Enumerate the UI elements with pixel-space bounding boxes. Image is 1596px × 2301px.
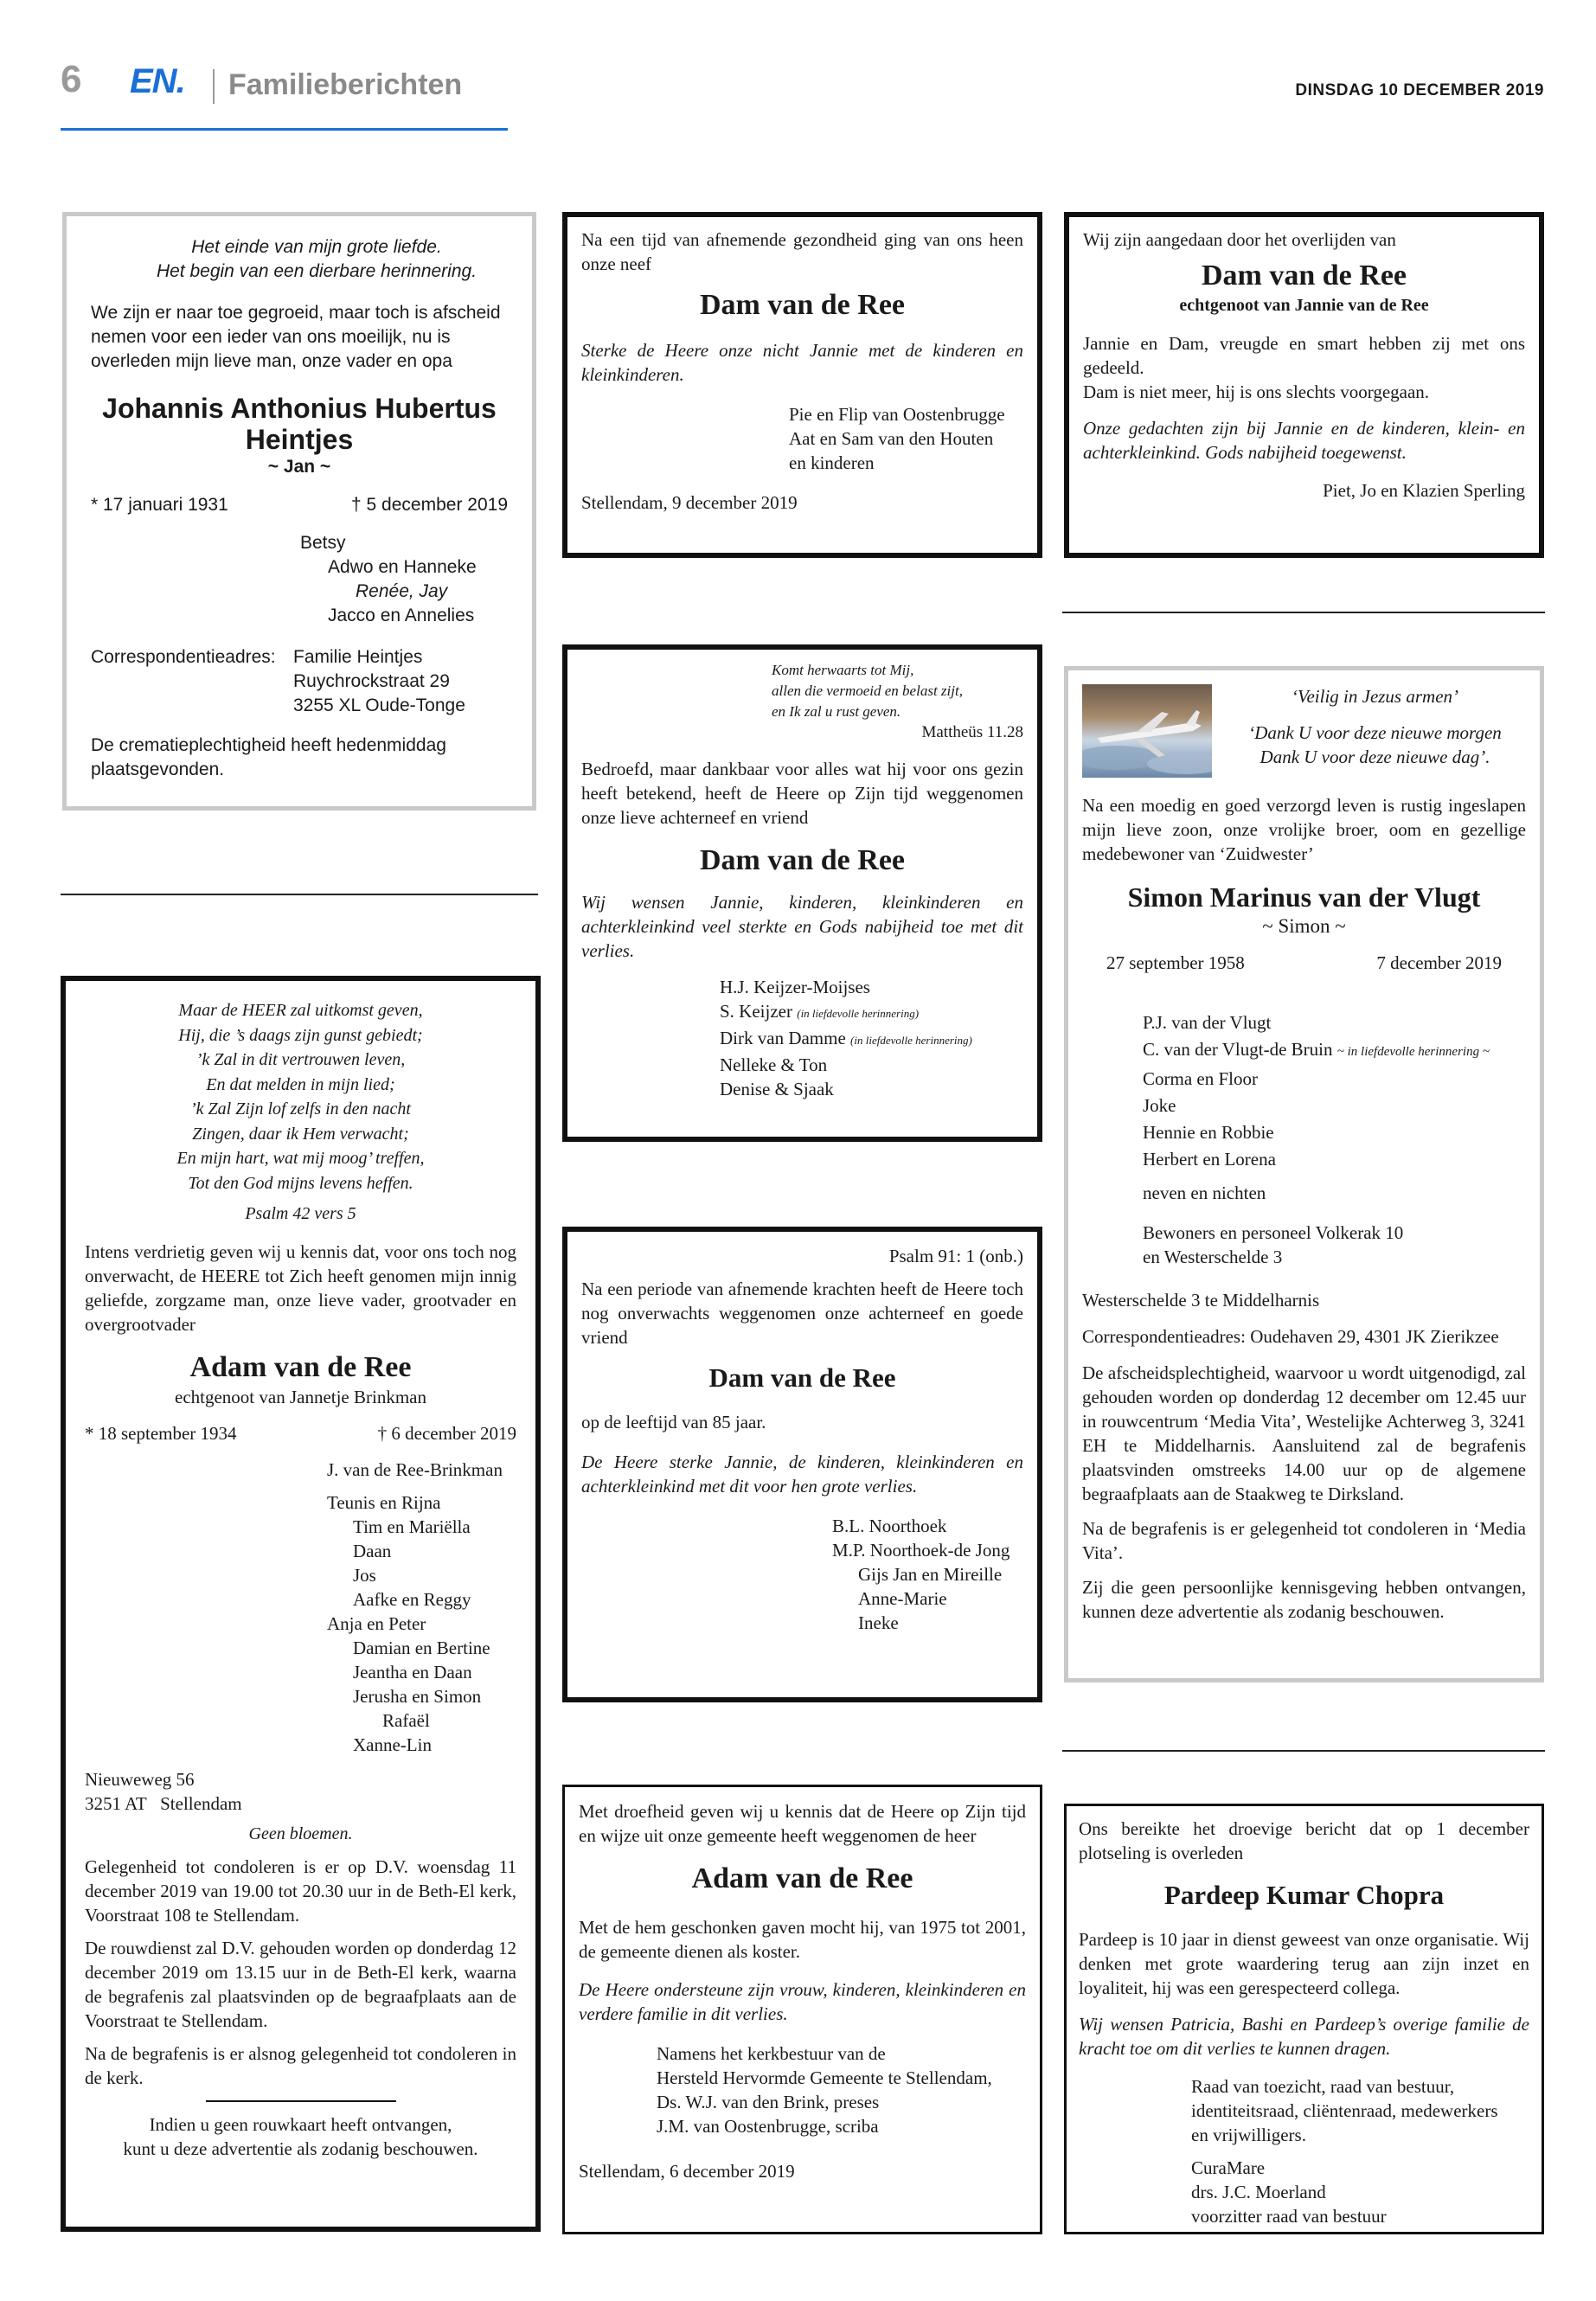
verse-line: en Ik zal u rust geven. [772,703,901,720]
wish-text: De Heere ondersteune zijn vrouw, kinderen, kleinkinderen en verdere familie in dit verlies. [579,1979,1026,2024]
notice-heintjes [62,212,536,811]
death-date: 7 december 2019 [1376,952,1502,973]
notice-dam-noorthoek [562,1227,1042,1702]
deceased-name: Dam van de Ree [708,1362,896,1393]
closing-line: Indien u geen rouwkaart heeft ontvangen, [149,2114,452,2135]
address-line: Nieuweweg 56 [85,1769,195,1790]
verse-line: allen die vermoeid en belast zijt, [772,683,963,699]
after-burial-text: Na de begrafenis is er alsnog gelegenheid tot condoleren in de kerk. [85,2043,516,2088]
poem-line: ’k Zal in dit vertrouwen leven, [195,1050,406,1069]
column-divider [61,894,538,895]
signer-name: Dirk van Damme [720,1028,846,1048]
family-member: Damian en Bertine [353,1638,490,1658]
header-row [1082,684,1526,778]
signer: Namens het kerkbestuur van de [657,2043,886,2064]
airplane-photo-icon [1082,684,1212,778]
dates [1082,951,1526,975]
motto-line: Het einde van mijn grote liefde. [191,237,442,257]
ceremony-text: De afscheidsplechtigheid, waarvoor u wordt uitgenodigd, zal gehouden worden op donderdag 12 december om 12.45 uur in rouwcentrum ‘Media Vita’, Westelijke Achterweg 3, 3241 EH te Middelharnis. Aansluitend zal de begrafenis plaatsvinden omstreeks 14.00 uur op de algemene begraafplaats aan de Staakweg te Dirksland. [1082,1362,1526,1504]
family-member: P.J. van der Vlugt [1143,1012,1272,1033]
dates [85,1421,516,1445]
psalm-reference: Psalm 91: 1 (onb.) [888,1246,1023,1266]
signers [581,975,1023,1101]
intro-text: Na een periode van afnemende krachten heeft de Heere toch nog onverwachts weggenomen onze achterneef en goede vriend [581,1279,1023,1348]
place-date: Stellendam, 6 december 2019 [579,2161,795,2182]
issue-date: DINSDAG 10 DECEMBER 2019 [1295,81,1544,99]
signer: H.J. Keijzer-Moijses [720,977,870,997]
organization: CuraMare [1191,2157,1266,2178]
dates [91,493,508,517]
intro-text: Ons bereikte het droevige bericht dat op 1 december plotseling is overleden [1079,1818,1529,1863]
signer-note: (in liefdevolle herinnering) [797,1007,920,1020]
address-line: 3251 AT Stellendam [85,1793,242,1814]
quotes [1224,684,1526,778]
death-date: † 6 december 2019 [377,1423,516,1444]
signer: Nelleke & Ton [720,1054,828,1075]
signer: Ds. W.J. van den Brink, preses [657,2092,880,2112]
family-member: Herbert en Lorena [1143,1149,1276,1170]
family-list [91,531,508,628]
cousins: neven en nichten [1143,1183,1266,1203]
deceased-name: Dam van de Ree [699,289,906,321]
body-text: Pardeep is 10 jaar in dienst geweest van onze organisatie. Wij denken met grote waardering terug aan zijn inzet en loyaliteit, hij was een gerespecteerd collega. [1079,1929,1529,1998]
wish-text: Wij wensen Jannie, kinderen, kleinkinderen en achterkleinkind veel sterkte en Gods nabijheid toe met dit verlies. [581,892,1023,961]
intro-text: Met droefheid geven wij u kennis dat de Heere op Zijn tijd en wijze uit onze gemeente heeft weggenomen de heer [579,1801,1026,1846]
signer: Ineke [858,1612,899,1633]
family-member [1143,1036,1526,1066]
service-text: De rouwdienst zal D.V. gehouden worden op donderdag 12 december 2019 om 13.15 uur in de Beth-El kerk, waarna de begrafenis zal plaatsvinden op de begraafplaats aan de Voorstraat te Stellendam. [85,1938,516,2031]
notice-adam-church [562,1785,1042,2234]
place-date: Stellendam, 9 december 2019 [581,492,798,513]
family-member: Jos [353,1565,376,1586]
page-number: 6 [61,58,82,100]
signer [720,999,1023,1026]
verse-line: Komt herwaarts tot Mij, [772,662,914,678]
home-address: Westerschelde 3 te Middelharnis [1082,1290,1320,1311]
deceased-name: Dam van de Ree [1201,260,1407,292]
family-member: Adwo en Hanneke [328,557,477,577]
family-member: Teunis en Rijna [327,1492,441,1513]
notice-dam-oostenbrugge [562,212,1042,558]
condolence-text: Gelegenheid tot condoleren is er op D.V. woensdag 11 december 2019 van 19.00 tot 20.30 uur in de Beth-El kerk, Voorstraat 108 te Stellendam. [85,1856,516,1926]
family-member: Jerusha en Simon [353,1686,482,1707]
residents [1082,1221,1526,1269]
signer: Hersteld Hervormde Gemeente te Stellendam, [657,2067,992,2088]
spouse-line: echtgenoot van Jannie van de Ree [1179,296,1429,315]
family-member: Corma en Floor [1143,1068,1258,1089]
section-title: Familieberichten [228,68,463,101]
poem-line: Maar de HEER zal uitkomst geven, [178,1001,423,1020]
column-divider [1062,612,1545,613]
birth-date: * 18 september 1934 [85,1423,237,1444]
header-rule [61,128,508,131]
deceased-name: Simon Marinus van der Vlugt [1127,881,1481,913]
address [85,1767,516,1816]
signer: Aat en Sam van den Houten [789,428,994,449]
birth-date: 27 september 1958 [1106,952,1245,973]
poem-line: Tot den God mijns levens heffen. [188,1173,413,1193]
family-member: Xanne-Lin [353,1734,432,1755]
signers [579,2041,1026,2138]
family-member: Hennie en Robbie [1143,1122,1274,1143]
signer: Anne-Marie [858,1588,947,1609]
quote-line: ‘Dank U voor deze nieuwe morgen [1248,722,1502,743]
poem-line: En dat melden in mijn lied; [206,1074,395,1094]
correspondence-label: Correspondentieadres: [91,647,276,667]
no-flowers: Geen bloemen. [248,1824,353,1843]
correspondence-line: Ruychrockstraat 29 [293,671,450,691]
intro-text: Na een tijd van afnemende gezondheid ging van ons heen onze neef [581,229,1023,274]
signer: B.L. Noorthoek [832,1516,947,1536]
poem-line: En mijn hart, wat mij moog’ treffen, [176,1149,425,1168]
short-rule [206,2100,396,2102]
signers [581,402,1023,475]
poem [85,998,516,1195]
motto [91,235,508,284]
closing-text [85,2112,516,2161]
family-member-note: ~ in liefdevolle herinnering ~ [1336,1045,1490,1059]
death-date: † 5 december 2019 [351,495,508,515]
spouse-line: echtgenoot van Jannetje Brinkman [175,1387,426,1407]
deceased-name: Pardeep Kumar Chopra [1163,1880,1445,1910]
deceased-name-line: Heintjes [245,424,354,455]
signer-name: S. Keijzer [720,1001,792,1022]
family-member: Daan [353,1541,392,1561]
verse-reference: Mattheüs 11.28 [921,723,1023,741]
family-list [85,1490,516,1757]
notice-dam-sperling [1064,212,1544,558]
signer: Denise & Sjaak [720,1079,834,1099]
psalm-reference: Psalm 42 vers 5 [245,1204,356,1223]
age-text: op de leeftijd van 85 jaar. [581,1412,766,1433]
correspondence: Correspondentieadres: Oudehaven 29, 4301 JK Zierikzee [1082,1326,1499,1347]
intro-text: Intens verdrietig geven wij u kennis dat, voor ons toch nog onverwacht, de HEERE tot Zich heeft genomen mijn innig geliefde, zorgzame man, onze lieve vader, grootvader en overgrootvader [85,1241,516,1335]
signer: Pie en Flip van Oostenbrugge [789,404,1005,425]
condolence-text: Na de begrafenis is er gelegenheid tot condoleren in ‘Media Vita’. [1082,1518,1526,1563]
quote-line: ‘Veilig in Jezus armen’ [1291,686,1459,707]
widow-name: J. van de Ree-Brinkman [327,1459,503,1480]
header-separator [213,69,215,104]
family-member: Anja en Peter [327,1613,426,1634]
organization-role: voorzitter raad van bestuur [1191,2206,1387,2227]
deceased-name: Dam van de Ree [699,844,906,876]
notice-simon [1064,666,1544,1682]
family-member: Aafke en Reggy [353,1589,471,1610]
family-member: Joke [1143,1095,1176,1116]
signer [720,1026,1023,1053]
notice-adam-family [61,976,541,2232]
family-member: Rafaël [382,1710,430,1731]
notice-pardeep [1064,1804,1544,2234]
signers: Piet, Jo en Klazien Sperling [1323,480,1525,501]
family-member-name: C. van der Vlugt-de Bruin [1143,1039,1333,1060]
bible-verse [581,660,1023,722]
poem-line: ’k Zal Zijn lof zelfs in den nacht [190,1099,411,1118]
signer: identiteitsraad, cliëntenraad, medewerkers [1191,2100,1498,2121]
family-member: Tim en Mariëlla [353,1516,471,1537]
motto-line: Het begin van een dierbare herinnering. [156,261,478,281]
signers [581,1514,1023,1635]
airplane-icon [1082,684,1212,778]
family-list [1082,1009,1526,1207]
notice-dam-keijzer [562,644,1042,1142]
organization-signer: drs. J.C. Moerland [1191,2182,1326,2202]
intro-text: Bedroefd, maar dankbaar voor alles wat hij voor ons gezin heeft betekend, heeft de Heere op Zijn tijd weggenomen onze lieve achterneef en vriend [581,759,1023,828]
deceased-name-line: Johannis Anthonius Hubertus [102,393,497,424]
closing-text: Zij die geen persoonlijke kennisgeving hebben ontvangen, kunnen deze advertentie als zodanig beschouwen. [1082,1577,1526,1622]
poem-line: Zingen, daar ik Hem verwacht; [192,1124,409,1144]
signer: en kinderen [789,452,875,473]
wish-text: Onze gedachten zijn bij Jannie en de kinderen, klein- en achterkleinkind. Gods nabijheid toegewenst. [1083,418,1525,463]
signer: Raad van toezicht, raad van bestuur, [1191,2076,1455,2097]
wish-text: Sterke de Heere onze nicht Jannie met de kinderen en kleinkinderen. [581,340,1023,385]
signer: en vrijwilligers. [1191,2125,1306,2145]
correspondence-line: 3255 XL Oude-Tonge [293,695,465,715]
intro-text: We zijn er naar toe gegroeid, maar toch is afscheid nemen voor een ieder van ons moeilijk, nu is overleden mijn lieve man, onze vader en opa [91,303,501,371]
nickname: ~ Jan ~ [267,457,331,477]
signer: M.P. Noorthoek-de Jong [832,1540,1010,1561]
column-divider [1062,1750,1545,1752]
service-text: Met de hem geschonken gaven mocht hij, van 1975 tot 2001, de gemeente dienen als koster. [579,1917,1026,1962]
quote-line: Dank U voor deze nieuwe dag’. [1259,747,1490,767]
residents-line: en Westerschelde 3 [1143,1247,1283,1267]
closing-text: De crematieplechtigheid heeft hedenmiddag plaatsgevonden. [91,735,446,779]
family-member: Betsy [300,533,346,553]
wish-text: De Heere sterke Jannie, de kinderen, kleinkinderen en achterkleinkind met dit voor hen grote verlies. [581,1452,1023,1497]
body-text: Jannie en Dam, vreugde en smart hebben zij met ons gedeeld. [1083,333,1525,378]
body-text: Dam is niet meer, hij is ons slechts voorgegaan. [1083,381,1430,402]
closing-line: kunt u deze advertentie als zodanig beschouwen. [123,2138,478,2159]
birth-date: * 17 januari 1931 [91,495,228,515]
family-member: Jeantha en Daan [353,1662,472,1682]
signer: Gijs Jan en Mireille [858,1564,1003,1585]
poem-line: Hij, die ’s daags zijn gunst gebiedt; [178,1025,423,1045]
signer: J.M. van Oostenbrugge, scriba [657,2116,879,2137]
signers [1079,2074,1529,2228]
family-member: Renée, Jay [356,581,448,601]
signer-note: (in liefdevolle herinnering) [850,1034,972,1047]
family-member: Jacco en Annelies [328,606,475,625]
intro-text: Wij zijn aangedaan door het overlijden van [1083,229,1396,250]
residents-line: Bewoners en personeel Volkerak 10 [1143,1222,1404,1243]
deceased-name: Adam van de Ree [189,1351,412,1383]
nickname: ~ Simon ~ [1262,915,1346,937]
newspaper-logo: EN. [130,62,185,100]
correspondence-line: Familie Heintjes [293,647,423,667]
deceased-name [91,393,508,455]
wish-text: Wij wensen Patricia, Bashi en Pardeep’s overige familie de kracht toe om dit verlies te kunnen dragen. [1079,2014,1529,2059]
deceased-name: Adam van de Ree [691,1862,913,1894]
correspondence [91,645,508,718]
intro-text: Na een moedig en goed verzorgd leven is rustig ingeslapen mijn lieve zoon, onze vrolijke broer, oom en gezellige medebewoner van ‘Zuidwester’ [1082,795,1526,864]
